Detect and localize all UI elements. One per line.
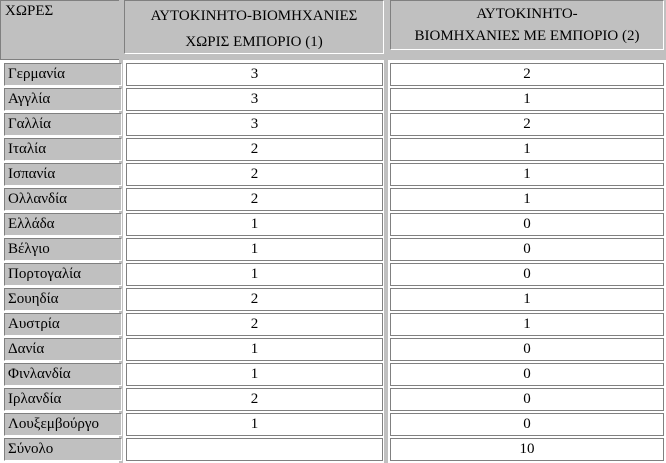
- value-cell-col1: 2: [126, 188, 383, 211]
- value-cell-col1: 2: [126, 388, 383, 411]
- country-cell: Δανία: [4, 338, 122, 361]
- header-col1-line2: ΧΩΡΙΣ ΕΜΠΟΡΙΟ (1): [185, 34, 323, 50]
- country-cell: Ισπανία: [4, 163, 122, 186]
- header-col2: [390, 0, 664, 50]
- table-row: [0, 262, 666, 287]
- value-cell-col2: 0: [390, 363, 664, 386]
- country-cell: Βέλγιο: [4, 238, 122, 261]
- value-cell-col1: 2: [126, 163, 383, 186]
- value-cell-col1: [126, 438, 383, 461]
- header-col1-line1: ΑΥΤΟΚΙΝΗΤΟ-ΒΙΟΜΗΧΑΝΙΕΣ: [150, 8, 358, 24]
- value-cell-col2: 0: [390, 213, 664, 236]
- country-cell: Ολλανδία: [4, 188, 122, 211]
- value-cell-col2: 1: [390, 188, 664, 211]
- value-cell-col2: 1: [390, 88, 664, 111]
- header-countries: [0, 0, 120, 60]
- country-cell: Λουξεμβούργο: [4, 413, 122, 436]
- value-cell-col1: 2: [126, 313, 383, 336]
- value-cell-col1: 2: [126, 288, 383, 311]
- country-cell: Σύνολο: [4, 438, 122, 461]
- value-cell-col1: 3: [126, 88, 383, 111]
- total-row: [0, 437, 666, 462]
- table-row: [0, 137, 666, 162]
- table-row: [0, 362, 666, 387]
- table-row: [0, 237, 666, 262]
- value-cell-col2: 0: [390, 238, 664, 261]
- value-cell-col1: 1: [126, 413, 383, 436]
- value-cell-col2: 1: [390, 138, 664, 161]
- table-row: [0, 412, 666, 437]
- country-cell: Φινλανδία: [4, 363, 122, 386]
- value-cell-col2: 0: [390, 388, 664, 411]
- table-row: [0, 312, 666, 337]
- country-cell: Πορτογαλία: [4, 263, 122, 286]
- country-cell: Ιρλανδία: [4, 388, 122, 411]
- table-row: [0, 87, 666, 112]
- table-row: [0, 187, 666, 212]
- value-cell-col2: 10: [390, 438, 664, 461]
- value-cell-col1: 1: [126, 363, 383, 386]
- value-cell-col2: 1: [390, 313, 664, 336]
- country-cell: Ιταλία: [4, 138, 122, 161]
- country-cell: Αυστρία: [4, 313, 122, 336]
- table-row: [0, 287, 666, 312]
- country-cell: Ελλάδα: [4, 213, 122, 236]
- value-cell-col2: 2: [390, 113, 664, 136]
- table-row: [0, 212, 666, 237]
- value-cell-col1: 2: [126, 138, 383, 161]
- value-cell-col1: 3: [126, 63, 383, 86]
- header-col2-line1: ΑΥΤΟΚΙΝΗΤΟ-: [476, 6, 578, 22]
- value-cell-col1: 1: [126, 338, 383, 361]
- country-cell: Γαλλία: [4, 113, 122, 136]
- value-cell-col1: 1: [126, 213, 383, 236]
- value-cell-col1: 1: [126, 238, 383, 261]
- table-row: [0, 337, 666, 362]
- value-cell-col2: 1: [390, 163, 664, 186]
- table-row: [0, 387, 666, 412]
- value-cell-col2: 0: [390, 413, 664, 436]
- value-cell-col2: 0: [390, 263, 664, 286]
- table-row: [0, 162, 666, 187]
- value-cell-col2: 1: [390, 288, 664, 311]
- country-cell: Σουηδία: [4, 288, 122, 311]
- header-countries-label: ΧΩΡΕΣ: [5, 3, 54, 19]
- header-col2-line2: ΒΙΟΜΗΧΑΝΙΕΣ ΜΕ ΕΜΠΟΡΙΟ (2): [414, 28, 640, 44]
- country-cell: Γερμανία: [4, 63, 122, 86]
- table-row: [0, 112, 666, 137]
- value-cell-col1: 1: [126, 263, 383, 286]
- value-cell-col1: 3: [126, 113, 383, 136]
- value-cell-col2: 0: [390, 338, 664, 361]
- table-row: [0, 62, 666, 87]
- value-cell-col2: 2: [390, 63, 664, 86]
- country-cell: Αγγλία: [4, 88, 122, 111]
- header-col1: [124, 0, 384, 54]
